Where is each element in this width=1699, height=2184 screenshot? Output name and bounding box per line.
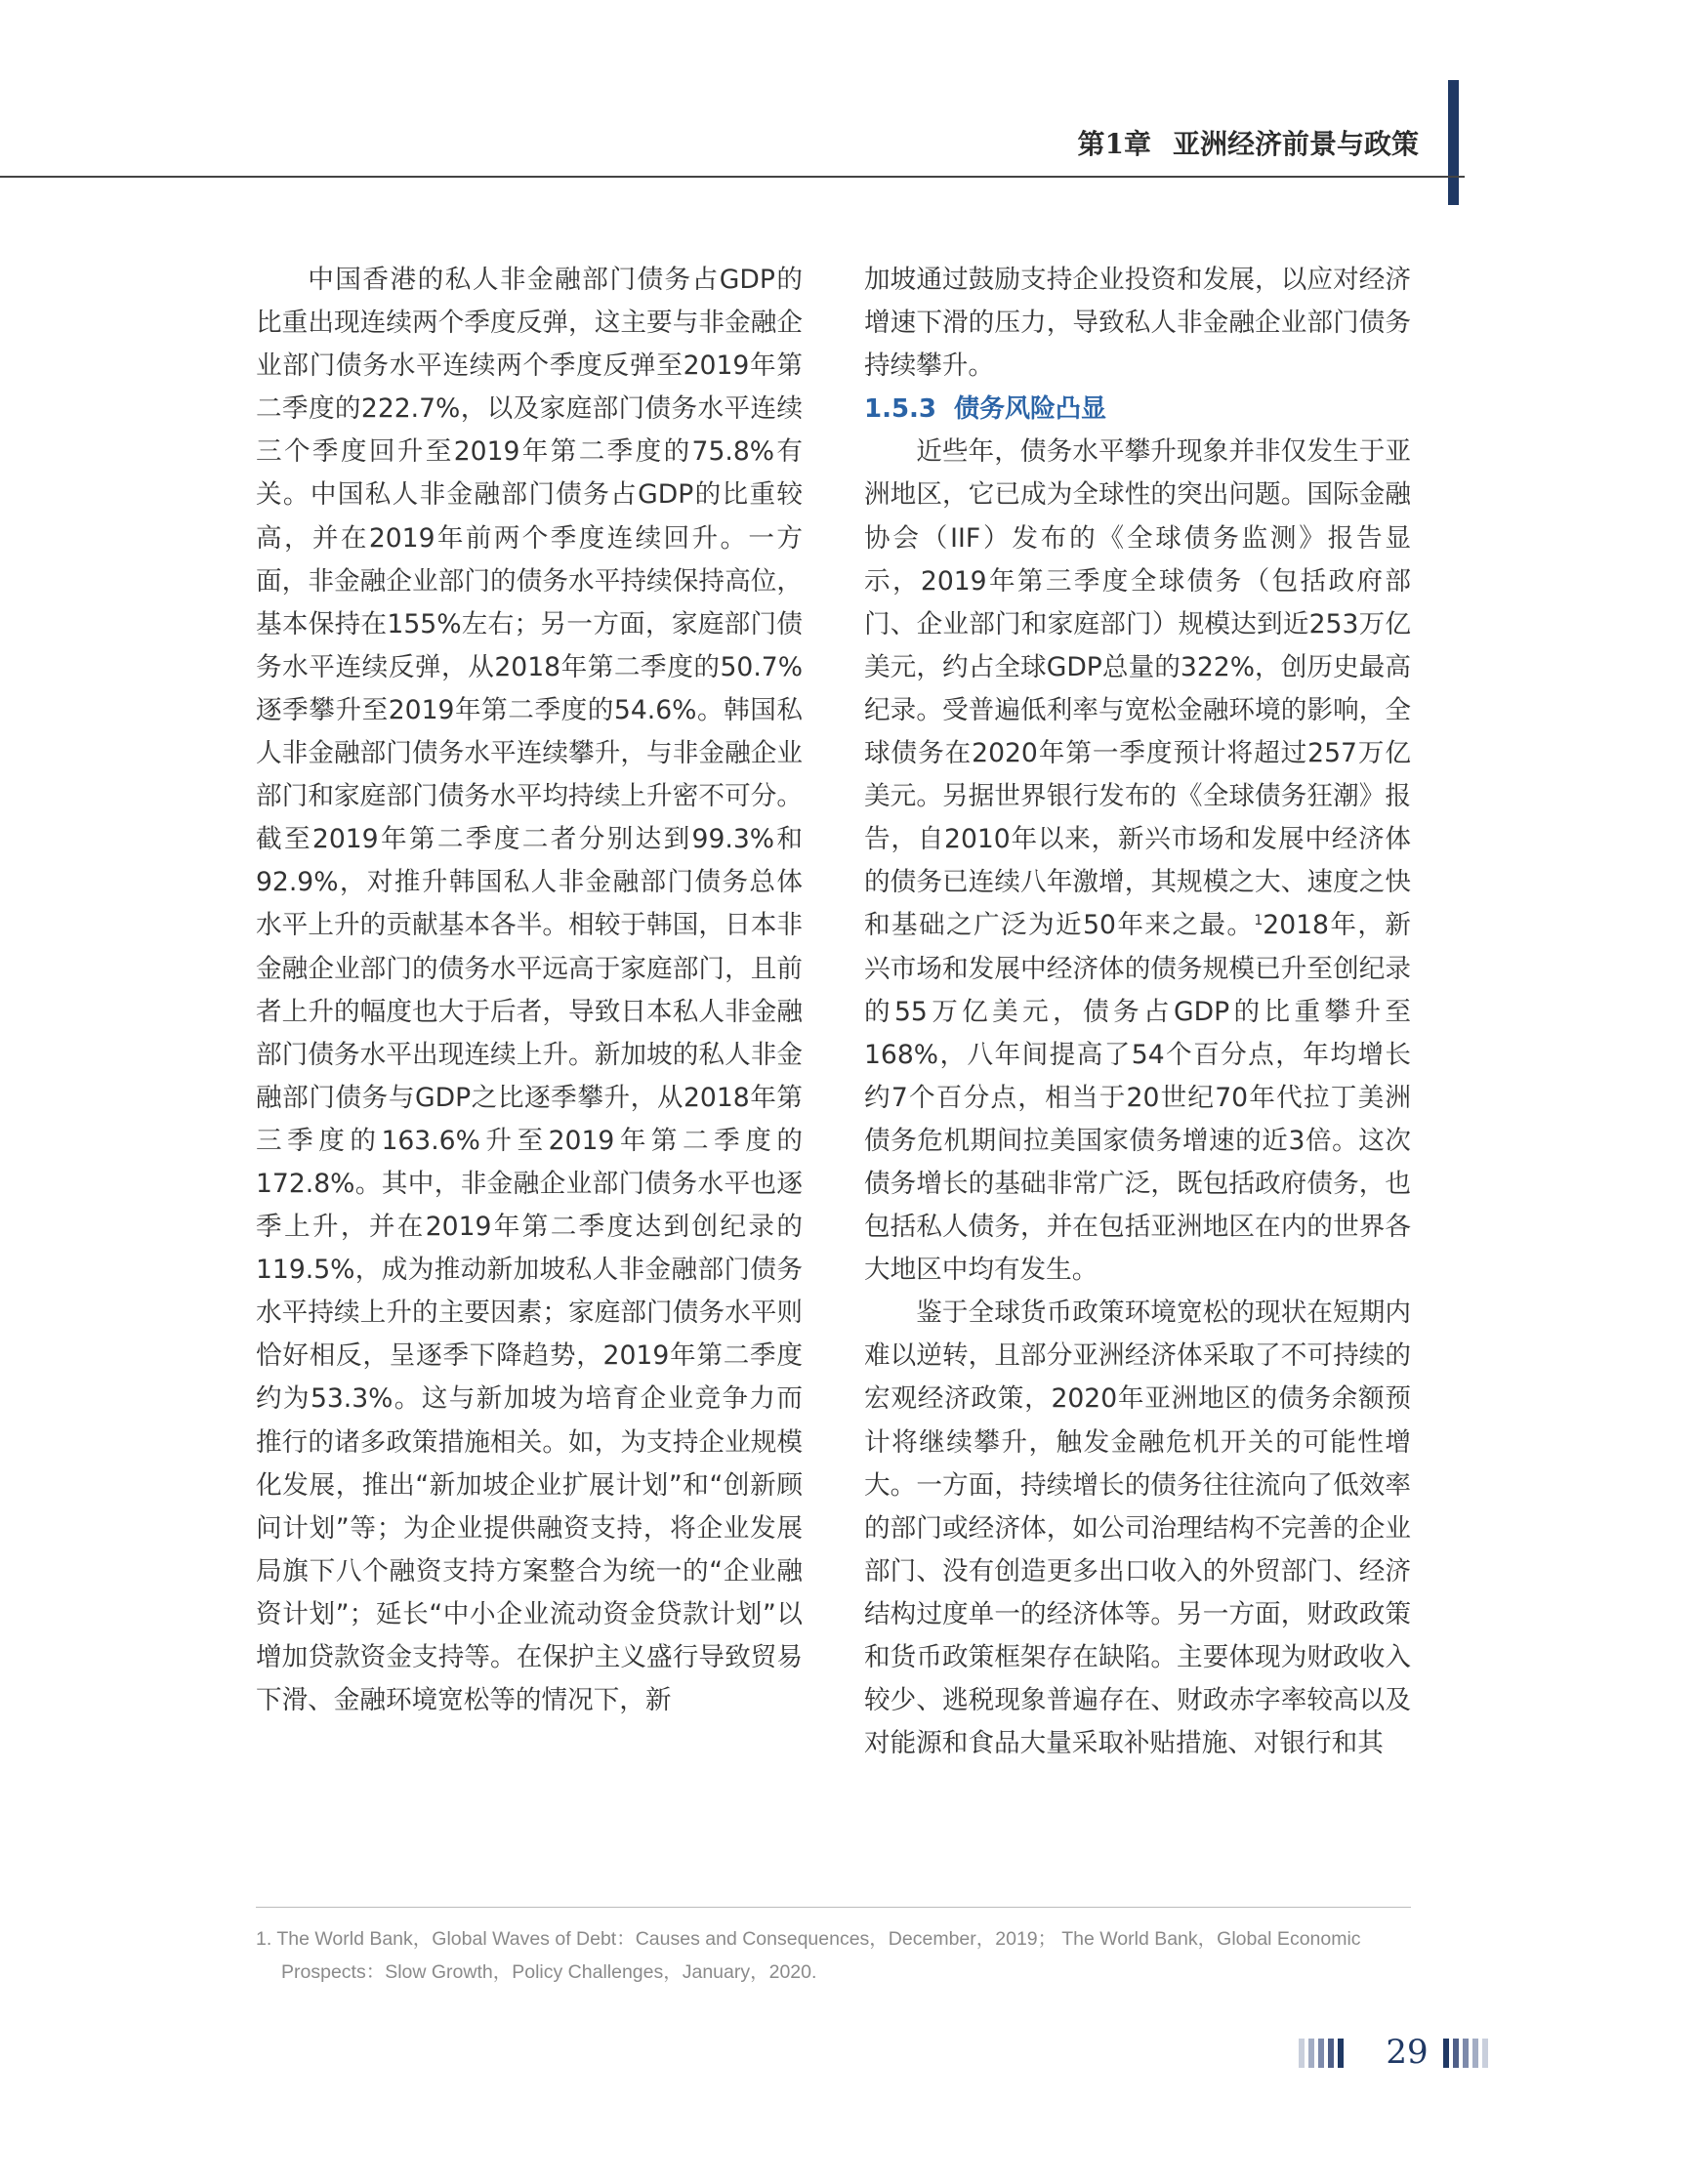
header-rule [0,176,1465,178]
body-paragraph: 中国香港的私人非金融部门债务占GDP的比重出现连续两个季度反弹，这主要与非金融企业部门债务水平连续两个季度反弹至2019年第二季度的222.7%，以及家庭部门债务水平连续三个季度回升至2019年第二季度的75.8%有关。中国私人非金融部门债务占GDP的比重较高，并在2019年前两个季度连续回升。一方面，非金融企业部门的债务水平持续保持高位，基本保持在155%左右；另一方面，家庭部门债务水平连续反弹，从2018年第二季度的50.7%逐季攀升至2019年第二季度的54.6%。韩国私人非金融部门债务水平连续攀升，与非金融企业部门和家庭部门债务水平均持续上升密不可分。截至2019年第二季度二者分别达到99.3%和92.9%，对推升韩国私人非金融部门债务总体水平上升的贡献基本各半。相较于韩国，日本非金融企业部门的债务水平远高于家庭部门，且前者上升的幅度也大于后者，导致日本私人非金融部门债务水平出现连续上升。新加坡的私人非金融部门债务与GDP之比逐季攀升，从2018年第三季度的163.6%升至2019年第二季度的172.8%。其中，非金融企业部门债务水平也逐季上升，并在2019年第二季度达到创纪录的119.5%，成为推动新加坡私人非金融部门债务水平持续上升的主要因素；家庭部门债务水平则恰好相反，呈逐季下降趋势，2019年第二季度约为53.3%。这与新加坡为培育企业竞争力而推行的诸多政策措施相关。如，为支持企业规模化发展，推出“新加坡企业扩展计划”和“创新顾问计划”等；为企业提供融资支持，将企业发展局旗下八个融资支持方案整合为统一的“企业融资计划”；延长“中小企业流动资金贷款计划”以增加贷款资金支持等。在保护主义盛行导致贸易下滑、金融环境宽松等的情况下，新 [256,265,803,1716]
chapter-title: 亚洲经济前景与政策 [1172,128,1419,160]
chapter-heading [1078,123,1420,162]
footnote-reference[interactable]: 1 [1254,913,1264,929]
left-column [256,259,803,1722]
section-heading [864,388,1411,431]
section-title: 债务风险凸显 [954,394,1107,425]
continued-paragraph: 加坡通过鼓励支持企业投资和发展，以应对经济增速下滑的压力，导致私人非金融企业部门债务持续攀升。 [864,265,1411,382]
paragraph-text: 2018年，新兴市场和发展中经济体的债务规模已升至创纪录的55万亿美元，债务占GDP的比重攀升至168%，八年间提高了54个百分点，年均增长约7个百分点，相当于20世纪70年代拉丁美洲债务危机期间拉美国家债务增速的近3倍。这次债务增长的基础非常广泛，既包括政府债务，也包括私人债务，并在包括亚洲地区在内的世界各大地区中均有发生。 [864,910,1412,1286]
page-number-bars-left [1299,2039,1347,2068]
body-paragraph: 鉴于全球货币政策环境宽松的现状在短期内难以逆转，且部分亚洲经济体采取了不可持续的宏观经济政策，2020年亚洲地区的债务余额预计将继续攀升，触发金融危机开关的可能性增大。一方面，持续增长的债务往往流向了低效率的部门或经济体，如公司治理结构不完善的企业部门、没有创造更多出口收入的外贸部门、经济结构过度单一的经济体等。另一方面，财政政策和货币政策框架存在缺陷。主要体现为财政收入较少、逃税现象普遍存在、财政赤字率较高以及对能源和食品大量采取补贴措施、对银行和其 [864,1298,1411,1759]
section-number: 1.5.3 [864,394,937,425]
chapter-label: 第1章 [1077,128,1151,160]
footnote-text: 1. The World Bank，Global Waves of Debt：Causes and Consequences，December，2019； The World Bank，Global Economic Prospects：Slow Growth，Policy Challenges，January，2020. [256,1928,1361,1983]
footnote-divider [256,1907,1411,1908]
body-paragraph [864,431,1411,1292]
paragraph-text: 近些年，债务水平攀升现象并非仅发生于亚洲地区，它已成为全球性的突出问题。国际金融协会（IIF）发布的《全球债务监测》报告显示，2019年第三季度全球债务（包括政府部门、企业部门和家庭部门）规模达到近253万亿美元，约占全球GDP总量的322%，创历史最高纪录。受普遍低利率与宽松金融环境的影响，全球债务在2020年第一季度预计将超过257万亿美元。另据世界银行发布的《全球债务狂潮》报告，自2010年以来，新兴市场和发展中经济体的债务已连续八年激增，其规模之大、速度之快和基础之广泛为近50年来之最。 [864,436,1411,941]
right-column [864,259,1411,1765]
footnote [256,1922,1411,1989]
header-accent-bar [1448,80,1459,205]
page-number-bars-right [1443,2039,1492,2068]
page-number: 29 [1386,2033,1429,2072]
